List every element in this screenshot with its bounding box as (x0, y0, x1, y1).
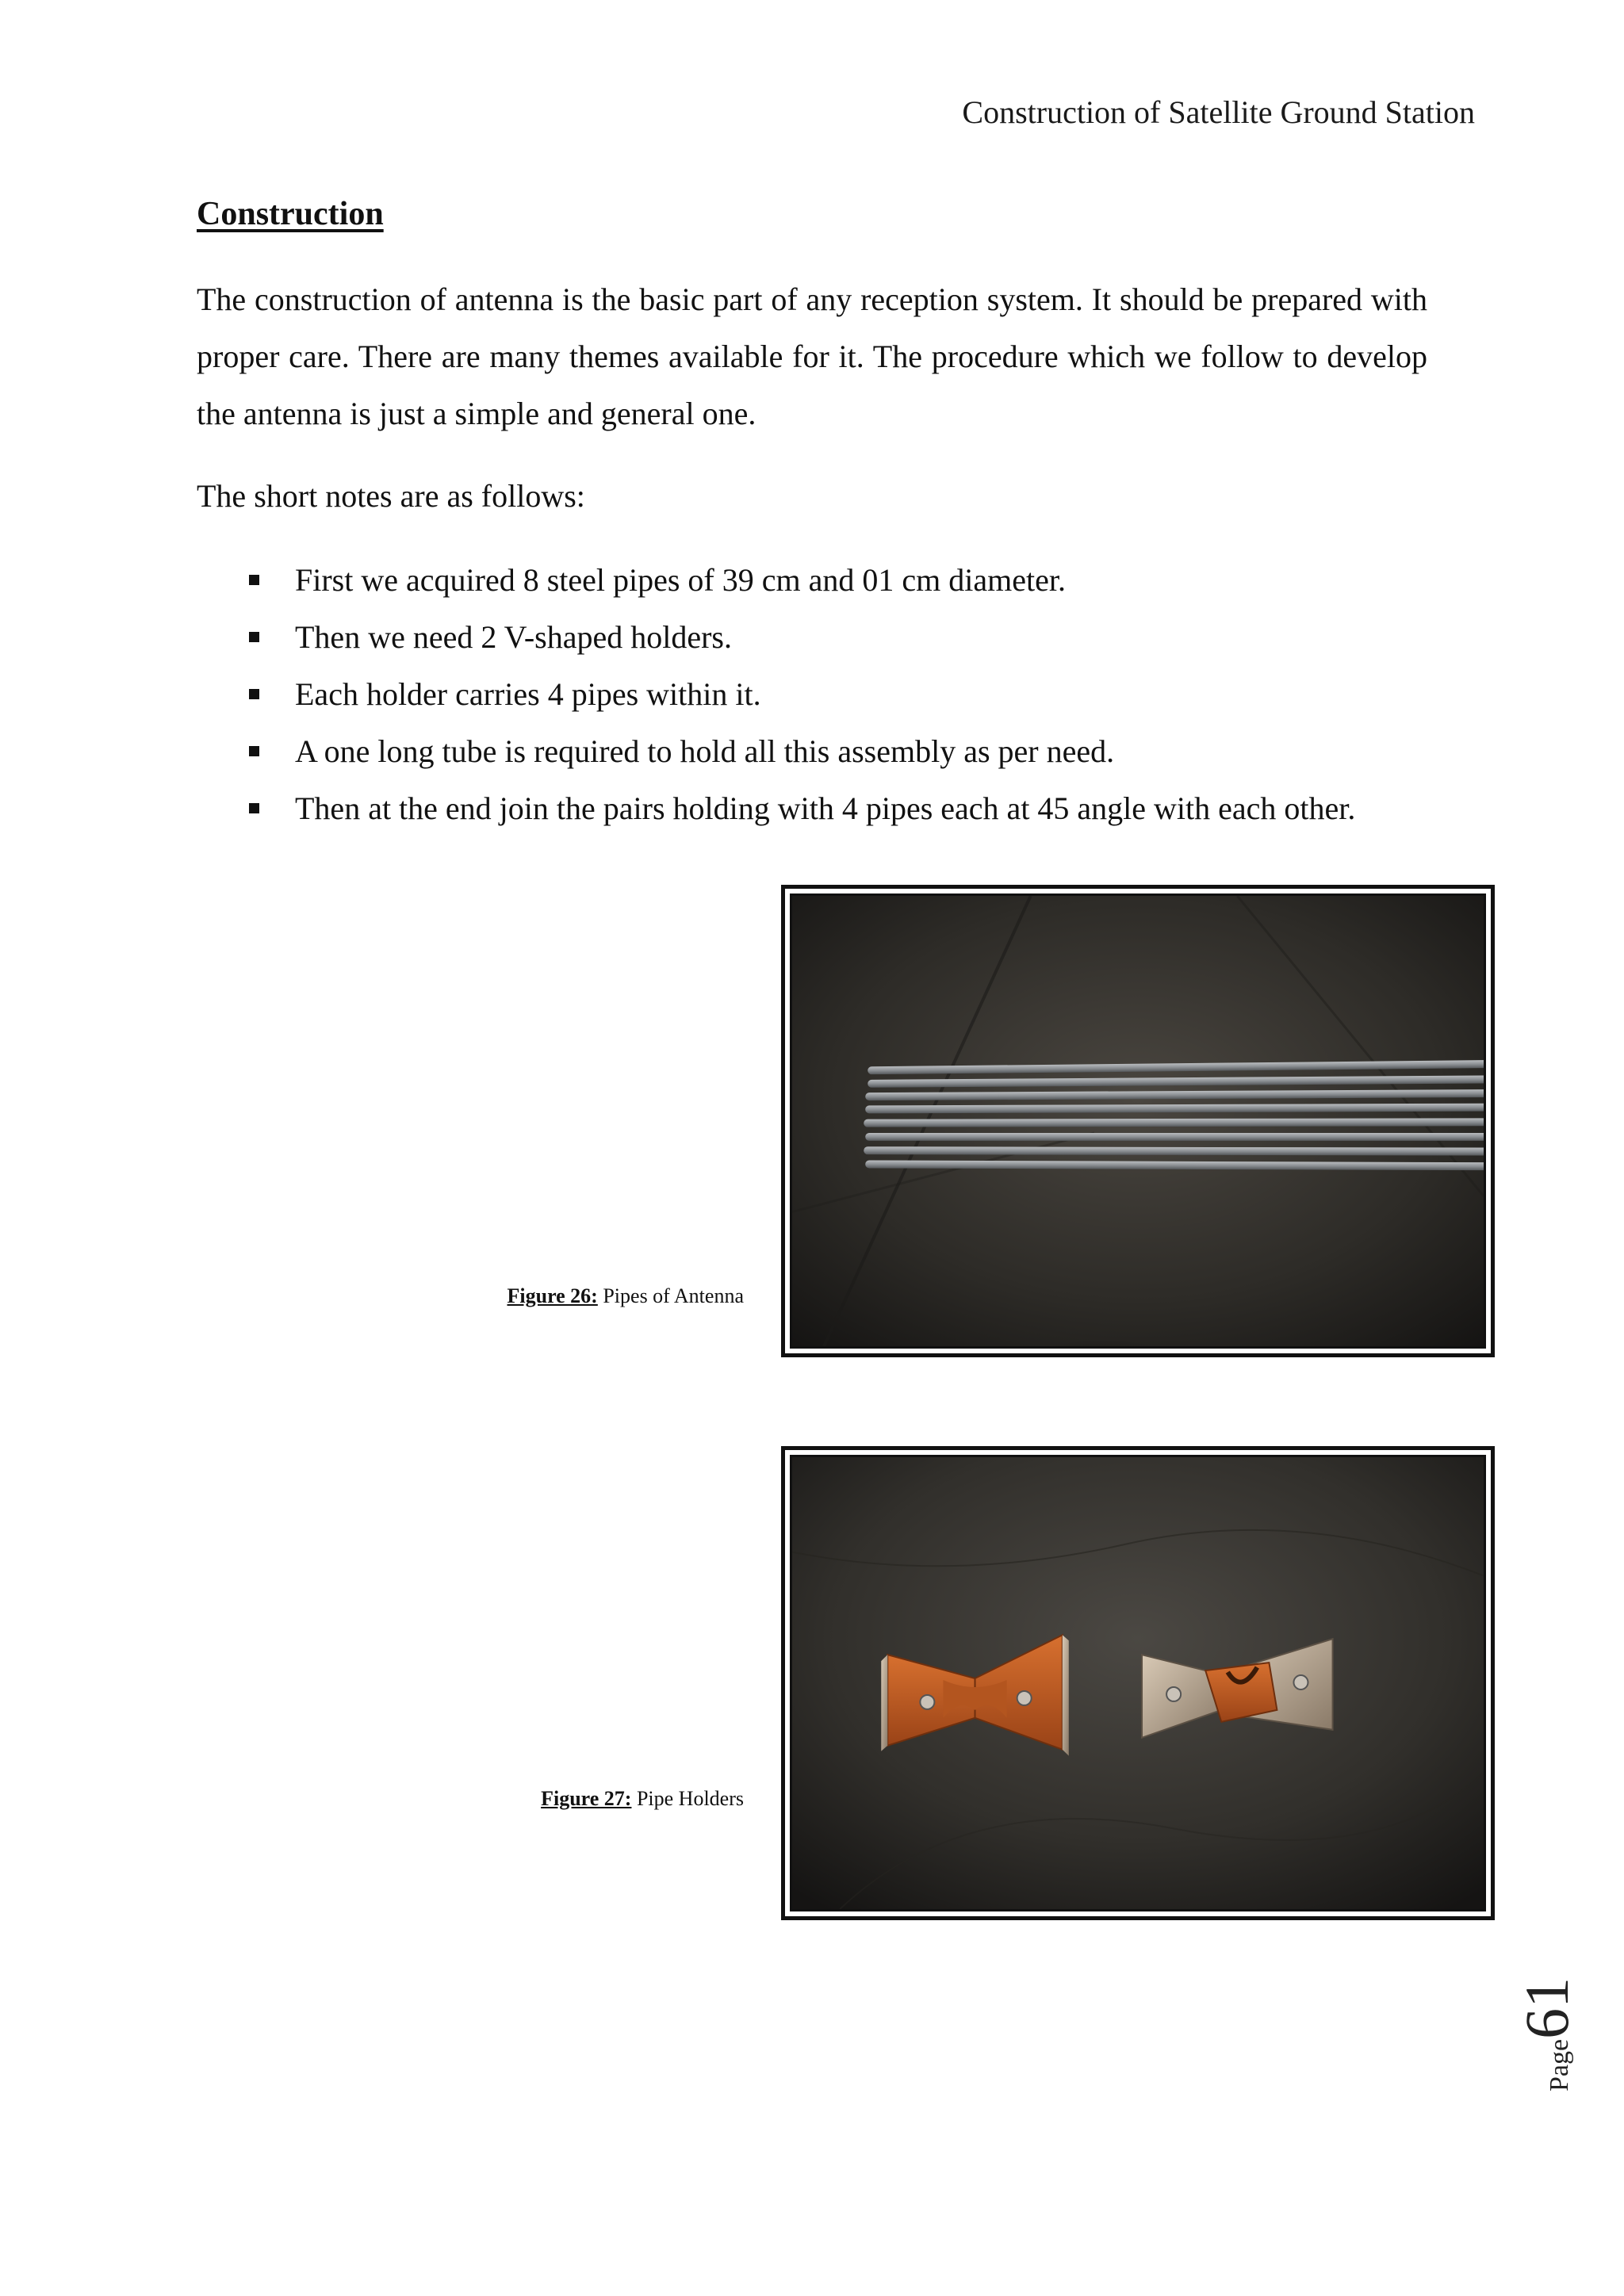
notes-lead-paragraph: The short notes are as follows: (197, 478, 585, 514)
figure-27-caption (541, 1787, 744, 1811)
figure-27-image (790, 1455, 1486, 1911)
holders-photo-illustration (792, 1457, 1484, 1909)
section-heading: Construction (197, 196, 384, 232)
bullet-text: Then we need 2 V-shaped holders. (295, 619, 732, 655)
intro-paragraph: The construction of antenna is the basic part of any reception system. It should be prepared with proper care. There are many themes available for it. The procedure which we follow to develop the antenna is just a simple and general one. (197, 281, 1427, 431)
figure-26-photo (781, 885, 1495, 1357)
square-bullet-icon (249, 689, 259, 699)
figure-26-caption-text: Pipes of Antenna (603, 1284, 744, 1307)
page-number-value: 61 (1512, 1976, 1581, 2039)
running-header: Construction of Satellite Ground Station (962, 94, 1475, 130)
page-number (1511, 1965, 1581, 2091)
square-bullet-icon (249, 632, 259, 642)
bullet-text: Each holder carries 4 pipes within it. (295, 676, 761, 712)
bullet-item (197, 666, 1465, 723)
figure-26-label: Figure 26: (507, 1284, 598, 1307)
square-bullet-icon (249, 746, 259, 756)
bullet-item (197, 609, 1465, 666)
bullet-item (197, 723, 1465, 780)
page-word: Page (1545, 2038, 1574, 2091)
bullet-list (197, 552, 1465, 837)
square-bullet-icon (249, 575, 259, 585)
bullet-item (197, 780, 1465, 837)
pipes-photo-illustration (792, 896, 1484, 1346)
figure-27-caption-text: Pipe Holders (636, 1787, 744, 1810)
bullet-item (197, 552, 1465, 609)
figure-26-caption (508, 1284, 745, 1308)
bullet-text: Then at the end join the pairs holding with 4 pipes each at 45 angle with each other. (295, 790, 1356, 826)
bullet-text: First we acquired 8 steel pipes of 39 cm and 01 cm diameter. (295, 562, 1066, 598)
figure-27-label: Figure 27: (541, 1787, 632, 1810)
figure-27-photo (781, 1446, 1495, 1920)
square-bullet-icon (249, 803, 259, 813)
figure-26-image (790, 894, 1486, 1349)
bullet-text: A one long tube is required to hold all this assembly as per need. (295, 733, 1115, 769)
